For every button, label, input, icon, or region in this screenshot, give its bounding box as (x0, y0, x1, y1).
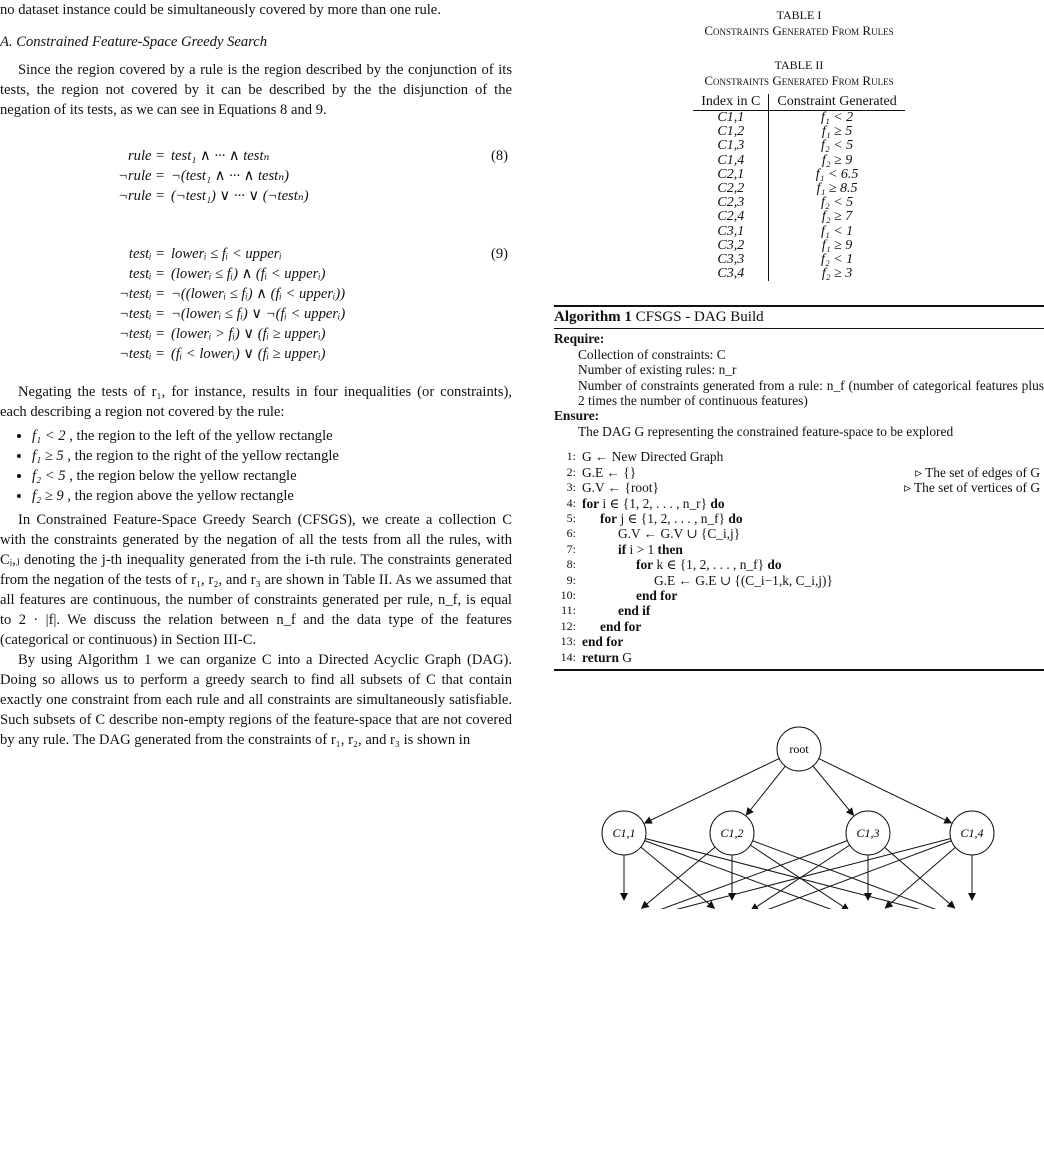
require-item: Number of constraints generated from a rule: n_f (number of categorical features plus 2 times the number of continuous features) (578, 377, 1044, 409)
algorithm-expression: G.V ← G.V ∪ {C_i,j} (618, 526, 741, 542)
equation-8-line (0, 186, 512, 206)
dag-node-label: C1,3 (856, 825, 880, 840)
dag-edge-root (813, 766, 853, 815)
algorithm-title (554, 307, 1044, 329)
algorithm-line-code (582, 449, 1044, 464)
ensure-label: Ensure: (554, 408, 600, 424)
table-header-row (693, 94, 904, 111)
equation-9-number: (9) (490, 246, 508, 262)
algorithm-steps (554, 449, 1044, 665)
table-header-constraint: Constraint Generated (769, 94, 905, 111)
bullet-text: , the region to the left of the yellow rectangle (65, 428, 333, 444)
equation-9 (0, 244, 512, 364)
table-cell-constraint: f₂ < 1 (820, 252, 854, 268)
bullet-math: f₂ < 5 (32, 468, 66, 484)
algorithm-line (554, 480, 1044, 495)
equation-9-lhs: testᵢ = (128, 246, 165, 262)
require-item: Collection of constraints: C (578, 346, 726, 362)
table-cell-constraint: f₂ ≥ 3 (821, 266, 853, 282)
algorithm-line-code (582, 619, 1044, 634)
equation-9-line (0, 324, 512, 344)
table-cell-index: C2,3 (693, 196, 769, 210)
table-cell-index: C2,2 (693, 182, 769, 196)
table-1-caption (554, 8, 1044, 38)
dag-edge-root (746, 766, 785, 815)
algorithm-body (554, 329, 1044, 669)
algorithm-line-code (582, 557, 1044, 572)
table-2-label: TABLE II (774, 58, 824, 72)
algorithm-line-number: 12: (560, 618, 576, 633)
algorithm-line (554, 526, 1044, 541)
algorithm-1 (554, 305, 1044, 671)
algorithm-line-number: 8: (566, 557, 576, 572)
equation-9-rhs: ¬(lowerᵢ ≤ fᵢ) ∨ ¬(fᵢ < upperᵢ) (171, 306, 346, 322)
algorithm-line-number: 6: (566, 526, 576, 541)
dag-node-label: C1,1 (612, 825, 636, 840)
table-row (693, 239, 904, 253)
table-row (693, 111, 904, 126)
require-item: Number of existing rules: n_r (578, 362, 737, 378)
equation-9-rhs: lowerᵢ ≤ fᵢ < upperᵢ (171, 246, 282, 262)
algorithm-line (554, 511, 1044, 526)
equation-8-rhs: ¬(test₁ ∧ ··· ∧ testₙ) (171, 168, 289, 184)
constraints-table (693, 94, 904, 281)
table-cell-index: C2,4 (693, 210, 769, 224)
equation-9-lhs: ¬testᵢ = (119, 306, 165, 322)
algorithm-line-code (582, 542, 1044, 557)
algorithm-keyword: return (582, 649, 619, 665)
equation-8-lhs: ¬rule = (118, 168, 165, 184)
left-column (0, 0, 512, 750)
algorithm-keyword: for (582, 495, 600, 511)
equation-8-line (0, 146, 512, 166)
dag-edge-level1 (753, 841, 951, 909)
table-cell-constraint: f₁ < 1 (820, 223, 854, 239)
equation-9-rhs: (lowerᵢ > fᵢ) ∨ (fᵢ ≥ upperᵢ) (171, 326, 326, 342)
table-row (693, 139, 904, 153)
table-row (693, 154, 904, 168)
intro-tail: no dataset instance could be simultaneously covered by more than one rule. (0, 2, 441, 18)
dag-edge-root (645, 758, 779, 823)
algorithm-expression: G.E ← {} (582, 464, 637, 480)
algorithm-line-code (582, 496, 1044, 511)
algorithm-line (554, 603, 1044, 618)
algorithm-line (554, 619, 1044, 634)
algorithm-line (554, 588, 1044, 603)
algorithm-expression: i ∈ {1, 2, . . . , n_r} (599, 495, 711, 511)
algorithm-line (554, 573, 1044, 588)
table-cell-constraint: f₁ ≥ 9 (821, 237, 853, 253)
algorithm-keyword: for (636, 557, 654, 573)
equation-9-line (0, 284, 512, 304)
table-row (693, 210, 904, 224)
algorithm-keyword: end for (636, 587, 678, 603)
table-1-label: TABLE I (776, 8, 822, 22)
equation-8-lhs: rule = (127, 148, 165, 164)
equation-9-lhs: ¬testᵢ = (119, 326, 165, 342)
table-cell-constraint: f₁ < 2 (820, 110, 854, 125)
algorithm-line-code (582, 511, 1044, 526)
equation-8 (0, 146, 512, 206)
algorithm-expression: j ∈ {1, 2, . . . , n_f} (617, 510, 729, 526)
table-cell-index: C3,3 (693, 253, 769, 267)
equation-8-rhs: test₁ ∧ ··· ∧ testₙ (171, 148, 270, 164)
table-cell-index: C1,4 (693, 154, 769, 168)
paragraph-2: Negating the tests of r₁, for instance, results in four inequalities (or constraints), each describing a region not covered by the rule: (0, 384, 512, 420)
constraint-bullet-list (0, 426, 512, 506)
table-row (693, 196, 904, 210)
algorithm-keyword: end for (582, 634, 624, 650)
table-cell-index: C2,1 (693, 168, 769, 182)
algorithm-keyword: if (618, 541, 627, 557)
algorithm-line-number: 2: (566, 464, 576, 479)
paragraph-1: Since the region covered by a rule is the region described by the conjunction of its tests, the region not covered by it can be described by the the disjunction of the negation of its tests, as we can see in Equations 8 and 9. (0, 62, 512, 118)
algorithm-line-number: 7: (566, 541, 576, 556)
paragraph-3: In Constrained Feature-Space Greedy Search (CFSGS), we create a collection C with the constraints generated by the negation of all the tests from all the rules, with Cᵢ,ⱼ denoting the j-th inequality generated from the i-th rule. The constraints generated from the negation of the tests of r₁, r₂, and r₃ are shown in Table II. As we assumed that all features are continuous, the number of constraints generated per rule, n_f, is equal to 2 · |f|. We discuss the relation between n_f and the data type of the features (categorical or continuous) in Section III-C. (0, 512, 512, 648)
algorithm-line-code (582, 573, 1044, 588)
algorithm-line-number: 4: (566, 495, 576, 510)
table-cell-constraint: f₂ < 5 (820, 195, 854, 211)
table-2-caption (554, 58, 1044, 88)
constraint-bullet (32, 486, 512, 506)
equation-8-lhs: ¬rule = (118, 188, 165, 204)
algorithm-name: CFSGS - DAG Build (635, 309, 764, 326)
constraint-bullet (32, 426, 512, 446)
bullet-math: f₁ < 2 (32, 428, 66, 444)
table-header-index: Index in C (693, 94, 769, 111)
algorithm-expression: G (618, 649, 632, 665)
equation-9-line (0, 264, 512, 284)
table-2-title: Constraints Generated From Rules (704, 73, 894, 88)
table-row (693, 267, 904, 281)
require-list (554, 347, 1044, 409)
algorithm-line-number: 3: (566, 480, 576, 495)
algorithm-line-number: 5: (566, 510, 576, 525)
dag-edge-level1 (754, 841, 952, 909)
equation-9-rhs: (lowerᵢ ≤ fᵢ) ∧ (fᵢ < upperᵢ) (171, 266, 326, 282)
table-cell-index: C1,2 (693, 125, 769, 139)
algorithm-expression: G ← New Directed Graph (582, 449, 724, 465)
table-cell-constraint: f₁ ≥ 8.5 (816, 181, 858, 197)
equation-8-rhs: (¬test₁) ∨ ··· ∨ (¬testₙ) (171, 188, 309, 204)
algorithm-keyword: do (767, 557, 782, 573)
table-cell-index: C1,3 (693, 139, 769, 153)
dag-edge-level1 (750, 845, 848, 909)
algorithm-label: Algorithm 1 (554, 309, 632, 326)
table-cell-constraint: f₂ ≥ 9 (821, 152, 853, 168)
equation-9-line (0, 244, 512, 264)
table-cell-constraint: f₁ ≥ 5 (821, 124, 853, 140)
constraint-bullet (32, 466, 512, 486)
algorithm-line (554, 542, 1044, 557)
algorithm-line (554, 557, 1044, 572)
bullet-math: f₁ ≥ 5 (32, 448, 64, 464)
bullet-text: , the region below the yellow rectangle (65, 468, 297, 484)
table-row (693, 253, 904, 267)
equation-9-lhs: ¬testᵢ = (119, 286, 165, 302)
algorithm-line-code (582, 634, 1044, 649)
algorithm-line (554, 634, 1044, 649)
algorithm-keyword: do (728, 510, 743, 526)
algorithm-line-number: 13: (560, 634, 576, 649)
algorithm-line-code (582, 588, 1044, 603)
algorithm-line-number: 14: (560, 649, 576, 664)
algorithm-line-number: 11: (561, 603, 576, 618)
algorithm-comment: ▹ The set of vertices of G (904, 480, 1040, 496)
algorithm-line (554, 449, 1044, 464)
algorithm-expression: G.V ← {root} (582, 480, 659, 496)
equation-8-line (0, 166, 512, 186)
dag-node-label: C1,4 (960, 825, 984, 840)
algorithm-keyword: end for (600, 618, 642, 634)
section-title: A. Constrained Feature-Space Greedy Search (0, 34, 268, 50)
table-row (693, 168, 904, 182)
equation-9-lhs: testᵢ = (128, 266, 165, 282)
right-column (554, 0, 1044, 909)
algorithm-line (554, 496, 1044, 511)
table-cell-constraint: f₁ < 6.5 (815, 166, 859, 182)
bullet-text: , the region above the yellow rectangle (63, 488, 294, 504)
algorithm-comment: ▹ The set of edges of G (915, 464, 1040, 480)
algorithm-expression: i > 1 (626, 541, 658, 557)
algorithm-line-code (582, 650, 1044, 665)
table-cell-constraint: f₂ < 5 (820, 138, 854, 154)
equation-9-lhs: ¬testᵢ = (119, 346, 165, 362)
algorithm-keyword: do (710, 495, 725, 511)
dag-edge-root (819, 759, 952, 823)
algorithm-expression: k ∈ {1, 2, . . . , n_f} (653, 557, 768, 573)
bullet-math: f₂ ≥ 9 (32, 488, 64, 504)
bullet-text: , the region to the right of the yellow rectangle (63, 448, 339, 464)
algorithm-keyword: end if (618, 603, 651, 619)
equation-9-line (0, 304, 512, 324)
table-1-title: Constraints Generated From Rules (704, 23, 894, 38)
dag-root-label: root (789, 741, 809, 756)
table-cell-index: C3,1 (693, 225, 769, 239)
algorithm-line-number: 9: (566, 572, 576, 587)
table-row (693, 225, 904, 239)
table-cell-index: C3,4 (693, 267, 769, 281)
algorithm-line-number: 1: (566, 449, 576, 464)
dag-edge-level1 (646, 841, 848, 909)
table-row (693, 125, 904, 139)
table-cell-constraint: f₂ ≥ 7 (821, 209, 853, 225)
equation-9-rhs: (fᵢ < lowerᵢ) ∨ (fᵢ ≥ upperᵢ) (171, 346, 326, 362)
require-label: Require: (554, 331, 605, 347)
constraint-bullet (32, 446, 512, 466)
algorithm-expression: G.E ← G.E ∪ {(C_i−1,k, C_i,j)} (654, 572, 833, 588)
dag-node-label: C1,2 (720, 825, 744, 840)
algorithm-line-code (582, 526, 1044, 541)
algorithm-line (554, 650, 1044, 665)
dag-figure (554, 709, 1044, 909)
ensure-text: The DAG G representing the constrained feature-space to be explored (578, 423, 954, 439)
algorithm-keyword: then (657, 541, 683, 557)
equation-8-number: (8) (490, 148, 508, 164)
algorithm-line-number: 10: (560, 587, 576, 602)
algorithm-keyword: for (600, 510, 618, 526)
table-cell-index: C3,2 (693, 239, 769, 253)
paragraph-4: By using Algorithm 1 we can organize C into a Directed Acyclic Graph (DAG). Doing so allows us to perform a greedy search to find all subsets of C that contain exactly one constraint from each rule and all constraints are simultaneously satisfiable. Such subsets of C describe non-empty regions of the feature-space that are not covered by any rule. The DAG generated from the constraints of r₁, r₂, and r₃ is shown in (0, 652, 512, 748)
table-cell-index: C1,1 (693, 111, 769, 126)
algorithm-line (554, 465, 1044, 480)
equation-9-rhs: ¬((lowerᵢ ≤ fᵢ) ∧ (fᵢ < upperᵢ)) (171, 286, 346, 302)
algorithm-line-code (582, 603, 1044, 618)
equation-9-line (0, 344, 512, 364)
table-row (693, 182, 904, 196)
